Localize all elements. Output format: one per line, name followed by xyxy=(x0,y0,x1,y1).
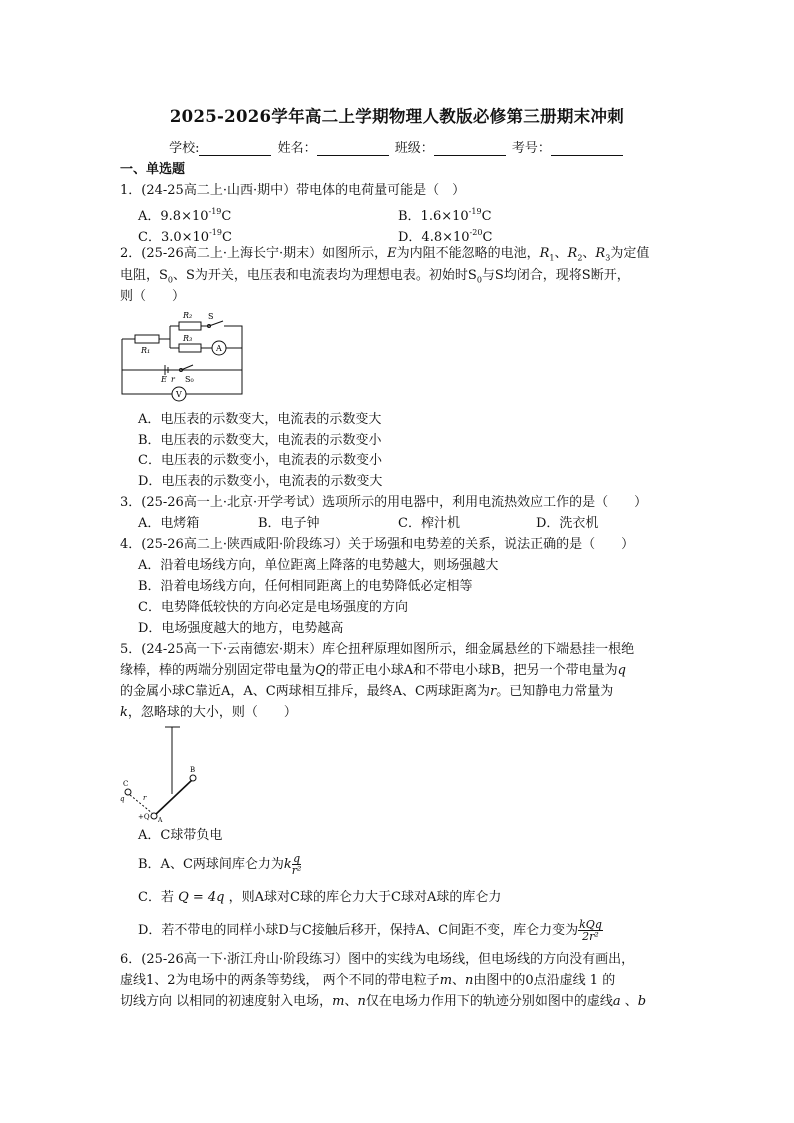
q3-option-d[interactable]: D．洗衣机 xyxy=(536,516,599,531)
q6-stem-line2: 虚线1、2为电场中的两条等势线， 两个不同的带电粒子m、n由图中的0点沿虚线 1 的 xyxy=(120,973,616,988)
q6-stem-line3: 切线方向 以相同的初速度射入电场，m、n仅在电场力作用下的轨迹分别如图中的虚线a 、b xyxy=(120,994,647,1009)
q5-stem-line4: k，忽略球的大小，则（ ） xyxy=(120,705,297,720)
class-label: 班级： xyxy=(394,141,434,156)
fig-label-c: C xyxy=(123,780,129,788)
fig-label-r: r xyxy=(171,375,175,384)
q5-option-b[interactable]: B．A、C两球间库仑力为k $\frac{q}{\text{r²}}$ xyxy=(138,852,302,877)
section-heading: 一、单选题 xyxy=(120,162,186,177)
q3-option-c[interactable]: C．榨汁机 xyxy=(398,516,460,531)
q5-option-c[interactable]: C．若 Q = 4q ，则A球对C球的库仑力大于C球对A球的库仑力 xyxy=(138,890,502,905)
q2-stem-line2: 电阻，$S_0$、S为开关，电压表和电流表均为理想电表。初始时$S_0$与S均闭合，现将S断开， xyxy=(120,268,630,285)
q4-stem: 4．(25-26高二上·陕西咸阳·阶段练习）关于场强和电势差的关系，说法正确的是（ ） xyxy=(120,537,635,552)
q2-stem-line1: 2．(25-26高二上·上海长宁·期末）如图所示，E为内阻不能忽略的电池，$R_1$、$R_2$、$R_3$为定值 xyxy=(120,246,650,263)
q1-stem: 1．(24-25高二上·山西·期中）带电体的电荷量可能是（ ） xyxy=(120,183,466,198)
q5-option-a[interactable]: A．C球带负电 xyxy=(138,828,223,843)
fig-label-q: q xyxy=(120,795,125,803)
fig-label-r: r xyxy=(143,794,147,802)
q6-stem-line1: 6．(25-26高一下·浙江舟山·阶段练习）图中的实线为电场线，但电场线的方向没有画出， xyxy=(120,952,635,967)
fig-label-e: E xyxy=(161,375,167,384)
fig-label-a: A xyxy=(158,817,163,822)
q1-option-c[interactable]: C．$3.0\times 10^{-19}C$ xyxy=(138,228,232,245)
q2-option-d[interactable]: D．电压表的示数变小，电流表的示数变大 xyxy=(138,474,383,489)
name-label: 姓名： xyxy=(277,141,317,156)
fig-label-b: B xyxy=(190,766,196,774)
q5-stem-line3: 的金属小球C靠近A，A、C两球相互排斥，最终A、C两球距离为r。已知静电力常量为 xyxy=(120,684,614,699)
student-info-line xyxy=(0,137,794,156)
q3-option-b[interactable]: B．电子钟 xyxy=(258,516,320,531)
q5-torsion-balance-diagram xyxy=(112,722,212,822)
name-field[interactable] xyxy=(317,143,389,156)
q5-stem-line1: 5．(24-25高一下·云南德宏·期末）库仑扭秤原理如图所示，细金属悬丝的下端悬挂一根绝 xyxy=(120,642,635,657)
q2-stem-line3: 则（ ） xyxy=(120,289,186,304)
number-label: 考号： xyxy=(511,141,551,156)
q1-option-b[interactable]: B．$1.6\times 10^{-19}C$ xyxy=(398,207,492,224)
class-field[interactable] xyxy=(434,143,506,156)
q2-option-c[interactable]: C．电压表的示数变小，电流表的示数变小 xyxy=(138,453,382,468)
q1-option-d[interactable]: D．$4.8\times 10^{-20}C$ xyxy=(398,228,493,245)
q4-option-b[interactable]: B．沿着电场线方向，任何相同距离上的电势降低必定相等 xyxy=(138,579,473,594)
fig-label-r3: R₃ xyxy=(183,334,193,343)
fig-label-plus-q: +Q xyxy=(138,813,150,821)
q2-option-a[interactable]: A．电压表的示数变大，电流表的示数变大 xyxy=(138,412,382,427)
q4-option-a[interactable]: A．沿着电场线方向，单位距离上降落的电势越大，则场强越大 xyxy=(138,558,499,573)
fig-label-s0: S₀ xyxy=(185,375,194,384)
ammeter-label: A xyxy=(216,344,222,353)
q3-option-a[interactable]: A．电烤箱 xyxy=(138,516,200,531)
school-label: 学校: xyxy=(169,141,200,156)
q5-option-d[interactable]: D．若不带电的同样小球D与C接触后移开，保持A、C间距不变，库仑力变为 $\frac{\text{kQq}}{\text{2r²}}$ xyxy=(138,918,602,943)
q5-stem-line2: 缘棒，棒的两端分别固定带电量为Q的带正电小球A和不带电小球B，把另一个带电量为q xyxy=(120,663,626,678)
fig-label-r2: R₂ xyxy=(183,311,193,320)
fig-label-r1: R₁ xyxy=(141,346,151,355)
q4-option-d[interactable]: D．电场强度越大的地方，电势越高 xyxy=(138,621,344,636)
page-title: 2025-2026学年高二上学期物理人教版必修第三册期末冲刺 xyxy=(169,107,625,126)
number-field[interactable] xyxy=(551,143,623,156)
q2-circuit-diagram xyxy=(115,308,250,403)
voltmeter-label: V xyxy=(176,390,182,399)
fig-label-s: S xyxy=(208,312,214,321)
q4-option-c[interactable]: C．电势降低较快的方向必定是电场强度的方向 xyxy=(138,600,408,615)
q1-option-a[interactable]: A．$9.8\times 10^{-19}C$ xyxy=(138,207,232,224)
school-field[interactable] xyxy=(199,143,271,156)
q2-option-b[interactable]: B．电压表的示数变大，电流表的示数变小 xyxy=(138,433,382,448)
q3-stem: 3．(25-26高一上·北京·开学考试）选项所示的用电器中，利用电流热效应工作的是（ ） xyxy=(120,495,648,510)
